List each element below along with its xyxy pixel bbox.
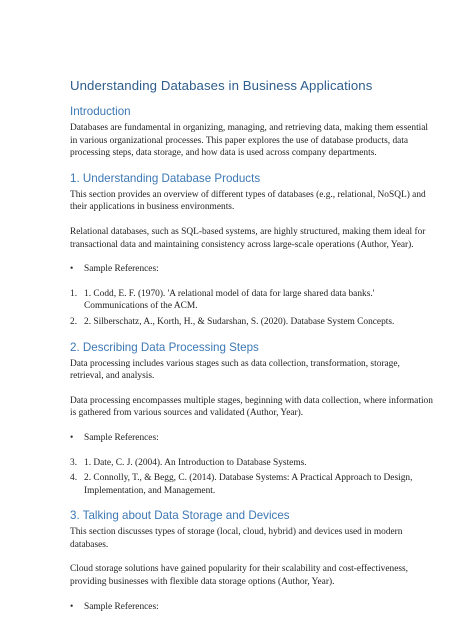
section-paragraph: Relational databases, such as SQL-based systems, are highly structured, making them ideal for transactional data and maintaining consistency across large-scale operations (Author, Year). [70, 226, 426, 250]
reference-text: 2. Connolly, T., & Begg, C. (2014). Database Systems: A Practical Approach to Design, Implementation, and Management. [84, 473, 413, 496]
reference-text: 2. Silberschatz, A., Korth, H., & Sudarshan, S. (2020). Database System Concepts. [84, 316, 395, 327]
section-paragraph: This section discusses types of storage (local, cloud, hybrid) and devices used in modern databases. [70, 527, 403, 550]
section-data-storage [70, 509, 434, 613]
bullet-icon: • [70, 432, 74, 443]
bullet-item [70, 601, 434, 614]
list-number: 3. [70, 457, 78, 468]
bullet-label: Sample References: [84, 264, 159, 275]
bullet-item [70, 432, 434, 445]
reference-item [70, 472, 434, 497]
section-heading: 1. Understanding Database Products [70, 171, 261, 185]
reference-text: 1. Codd, E. F. (1970). 'A relational model of data for large shared data banks.' Communications of the ACM. [84, 288, 375, 312]
bullet-label: Sample References: [84, 432, 159, 443]
list-number: 4. [70, 473, 78, 484]
section-database-products [70, 172, 434, 329]
section-paragraph: Data processing encompasses multiple stages, beginning with data collection, where information is gathered from various sources and validated (Author, Year). [70, 395, 433, 419]
section-heading: 3. Talking about Data Storage and Devices [70, 509, 290, 523]
reference-item [70, 316, 434, 329]
reference-item [70, 457, 434, 470]
section-heading: 2. Describing Data Processing Steps [70, 340, 259, 354]
list-number: 2. [70, 316, 78, 327]
intro-heading: Introduction [70, 105, 131, 118]
reference-list [70, 457, 434, 498]
bullet-icon: • [70, 601, 74, 612]
bullet-label: Sample References: [84, 601, 159, 612]
bullet-icon: • [70, 264, 74, 275]
reference-item [70, 288, 434, 313]
reference-text: 1. Date, C. J. (2004). An Introduction to Database Systems. [84, 457, 307, 468]
section-data-processing [70, 341, 434, 498]
document-title: Understanding Databases in Business Applications [70, 78, 373, 93]
bullet-item [70, 263, 434, 276]
list-number: 1. [70, 288, 78, 299]
section-paragraph: Cloud storage solutions have gained popularity for their scalability and cost-effectiveness, providing businesses with flexible data storage options (Author, Year). [70, 564, 409, 588]
intro-paragraph: Databases are fundamental in organizing, managing, and retrieving data, making them essential in various organizational processes. This paper explores the use of database products, data processing steps, data storage, and how data is used across company departments. [70, 123, 429, 159]
reference-list [70, 288, 434, 329]
section-paragraph: Data processing includes various stages such as data collection, transformation, storage, retrieval, and analysis. [70, 358, 400, 382]
section-paragraph: This section provides an overview of different types of databases (e.g., relational, NoSQL) and their applications in business environments. [70, 189, 426, 213]
